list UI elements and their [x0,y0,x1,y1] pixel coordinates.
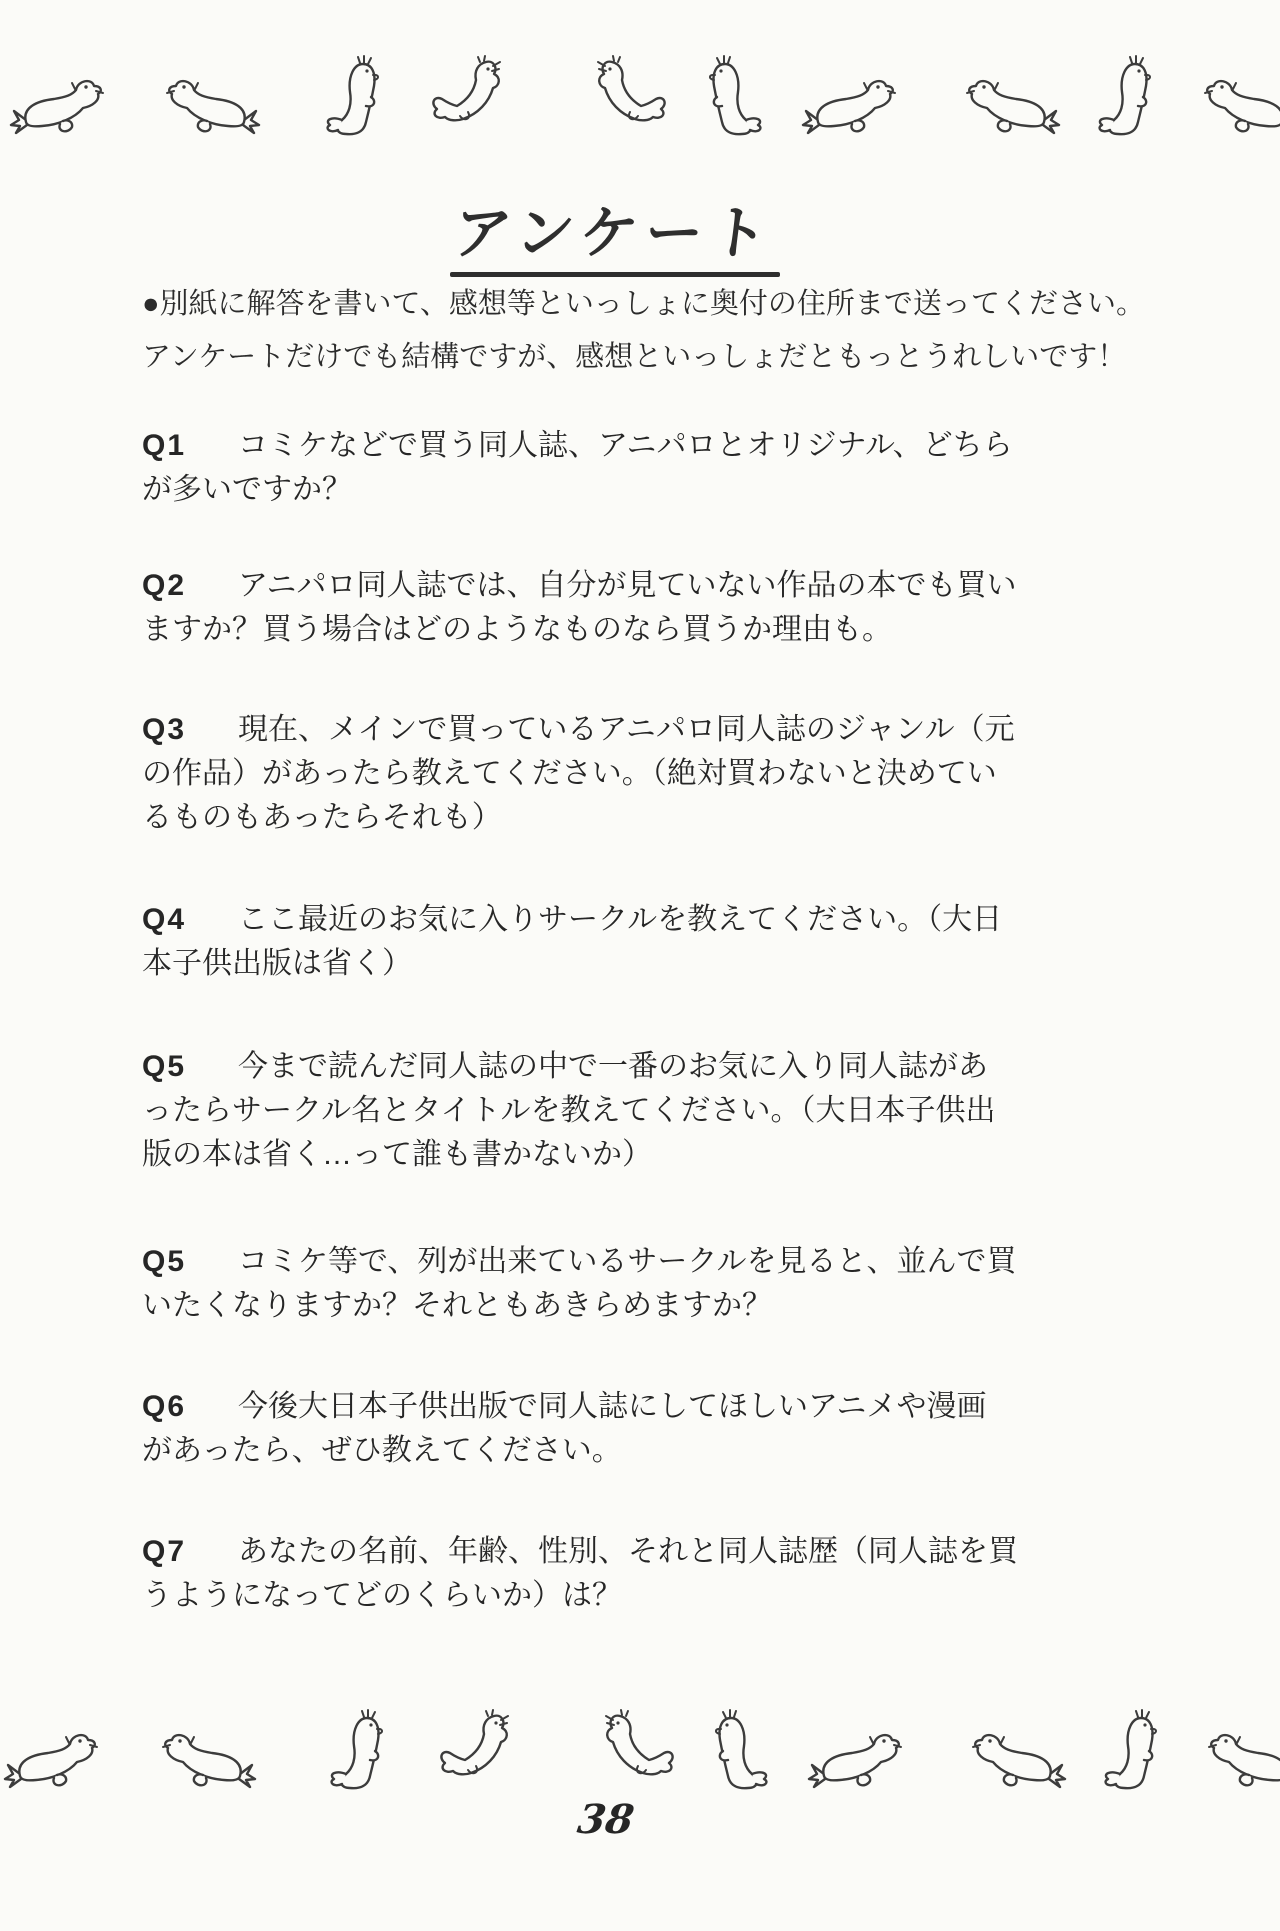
question-text: 今まで読んだ同人誌の中で一番のお気に入り同人誌があ [238,1050,989,1083]
question-line: 本子供出版は省く） [142,947,412,980]
question-label: Q1 [142,429,187,462]
page-number: 38 [574,1796,637,1843]
question-line: ったらサークル名とタイトルを教えてください。（大日本子供出 [142,1094,996,1127]
seal-border-bottom [0,1692,1280,1802]
question-text: コミケ等で、列が出来ているサークルを見ると、並んで買 [238,1245,1017,1278]
question-line: が多いですか？ [142,473,352,506]
question-line: ますか？買う場合はどのようなものなら買うか理由も。 [142,613,892,646]
question-q5b [142,1240,1152,1328]
intro-line-1: ●別紙に解答を書いて、感想等といっしょに奥付の住所まで送ってください。 [142,288,1145,320]
question-text: あなたの名前、年齢、性別、それと同人誌歴（同人誌を買 [238,1535,1019,1568]
question-line: るものもあったらそれも） [142,801,502,834]
question-label: Q5 [142,1245,187,1278]
question-line [142,424,1152,468]
question-line: 版の本は省く…って誰も書かないか） [142,1138,652,1171]
question-text: 現在、メインで買っているアニパロ同人誌のジャンル（元 [238,713,1015,746]
question-line: の作品）があったら教えてください。（絶対買わないと決めてい [142,757,997,790]
title-block [0,186,1255,277]
question-label: Q5 [142,1050,187,1083]
question-line [142,1385,1152,1429]
question-label: Q3 [142,713,187,746]
question-q1 [142,424,1152,512]
question-label: Q6 [142,1390,187,1423]
question-line [142,1045,1152,1089]
intro-block [142,278,1152,384]
question-q7 [142,1530,1152,1618]
question-line: うようになってどのくらいか）は？ [142,1579,622,1612]
page-title: アンケート [449,201,780,266]
question-q3 [142,708,1152,840]
question-line [142,708,1152,752]
question-line: いたくなりますか？それともあきらめますか？ [142,1289,772,1322]
question-q6 [142,1385,1152,1473]
question-line [142,1240,1152,1284]
question-text: アニパロ同人誌では、自分が見ていない作品の本でも買い [238,569,1017,602]
seal-border-top [0,40,1280,150]
question-text: コミケなどで買う同人誌、アニパロとオリジナル、どちら [238,429,1013,462]
question-line [142,1530,1152,1574]
question-label: Q4 [142,903,187,936]
question-label: Q2 [142,569,187,602]
question-q2 [142,564,1152,652]
question-q5a [142,1045,1152,1177]
question-line [142,898,1152,942]
question-q4 [142,898,1152,986]
intro-line-2: アンケートだけでも結構ですが、感想といっしょだともっとうれしいです！ [142,341,1127,373]
question-text: ここ最近のお気に入りサークルを教えてください。（大日 [238,903,1003,936]
question-text: 今後大日本子供出版で同人誌にしてほしいアニメや漫画 [238,1390,987,1423]
title-underline [450,272,780,277]
question-label: Q7 [142,1535,187,1568]
question-line: があったら、ぜひ教えてください。 [142,1434,622,1467]
question-line [142,564,1152,608]
